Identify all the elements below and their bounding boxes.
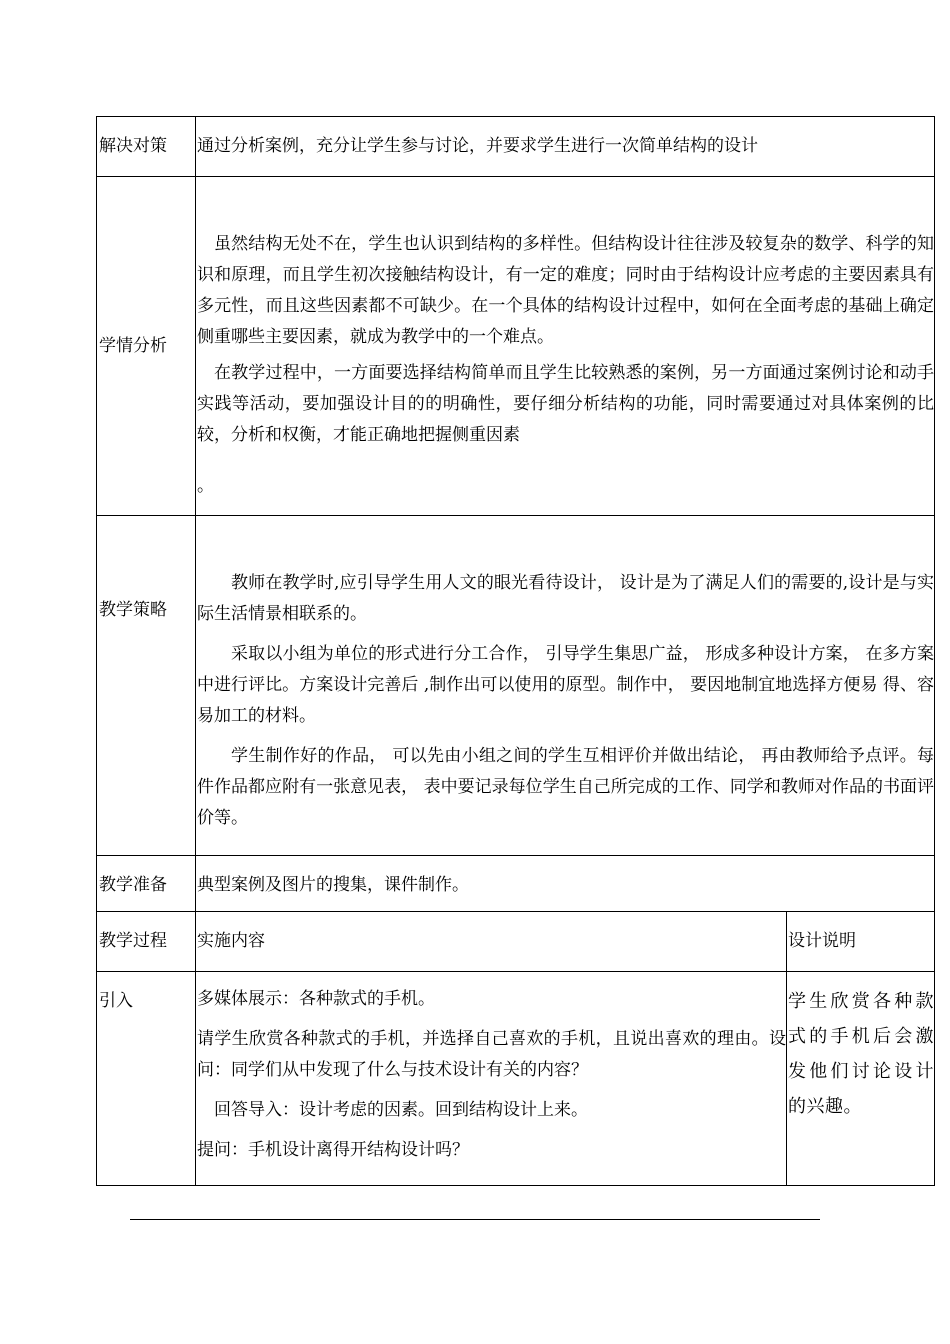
header-note: 设计说明 (787, 912, 935, 972)
analysis-paragraph-3: 。 (197, 476, 214, 496)
footer-divider (130, 1219, 820, 1220)
label-analysis: 学情分析 (97, 177, 196, 516)
label-preparation: 教学准备 (97, 856, 196, 912)
analysis-paragraph-2: 在教学过程中，一方面要选择结构简单而且学生比较熟悉的案例，另一方面通过案例讨论和动手实践等活动，要加强设计目的的明确性，要仔细分析结构的功能，同时需要通过对具体案例的比较，分析和权衡，才能正确地把握侧重因素 (197, 363, 934, 445)
intro-paragraph-1: 多媒体展示：各种款式的手机。 (197, 989, 435, 1009)
row-process-header (97, 912, 935, 972)
teaching-strategy-paragraph-1: 教师在教学时,应引导学生用人文的眼光看待设计， 设计是为了满足人们的需要的,设计是与实际生活情景相联系的。 (197, 573, 934, 624)
intro-design-note: 学生欣赏各种款式的手机后会激发他们讨论设计的兴趣。 (788, 991, 934, 1117)
label-strategy: 解决对策 (97, 117, 196, 177)
row-intro (97, 972, 935, 1186)
intro-paragraph-2: 请学生欣赏各种款式的手机，并选择自己喜欢的手机，且说出喜欢的理由。设问：同学们从中发现了什么与技术设计有关的内容？ (197, 1029, 786, 1080)
lesson-plan-table (96, 116, 935, 1186)
label-teaching-strategy: 教学策略 (97, 516, 196, 856)
intro-paragraph-4: 提问：手机设计离得开结构设计吗？ (197, 1140, 469, 1160)
row-analysis (97, 177, 935, 516)
analysis-paragraph-1: 虽然结构无处不在，学生也认识到结构的多样性。但结构设计往往涉及较复杂的数学、科学的知识和原理，而且学生初次接触结构设计，有一定的难度；同时由于结构设计应考虑的主要因素具有多元性，而且这些因素都不可缺少。在一个具体的结构设计过程中，如何在全面考虑的基础上确定侧重哪些主要因素，就成为教学中的一个难点。 (197, 234, 934, 347)
teaching-strategy-paragraph-3: 学生制作好的作品， 可以先由小组之间的学生互相评价并做出结论， 再由教师给予点评。每件作品都应附有一张意见表， 表中要记录每位学生自己所完成的工作、同学和教师对作品的书面评价等。 (197, 746, 934, 828)
teaching-strategy-paragraph-2: 采取以小组为单位的形式进行分工合作， 引导学生集思广益， 形成多种设计方案， 在多方案中进行评比。方案设计完善后 ,制作出可以使用的原型。制作中， 要因地制宜地选择方便易 得、容易加工的材料。 (197, 644, 934, 726)
strategy-text: 通过分析案例，充分让学生参与讨论，并要求学生进行一次简单结构的设计 (197, 136, 758, 156)
preparation-text: 典型案例及图片的搜集，课件制作。 (197, 875, 469, 895)
row-preparation (97, 856, 935, 912)
header-content: 实施内容 (196, 912, 787, 972)
intro-paragraph-3: 回答导入：设计考虑的因素。回到结构设计上来。 (214, 1100, 588, 1120)
row-teaching-strategy (97, 516, 935, 856)
row-strategy (97, 117, 935, 177)
label-process: 教学过程 (97, 912, 196, 972)
label-intro: 引入 (97, 972, 196, 1186)
